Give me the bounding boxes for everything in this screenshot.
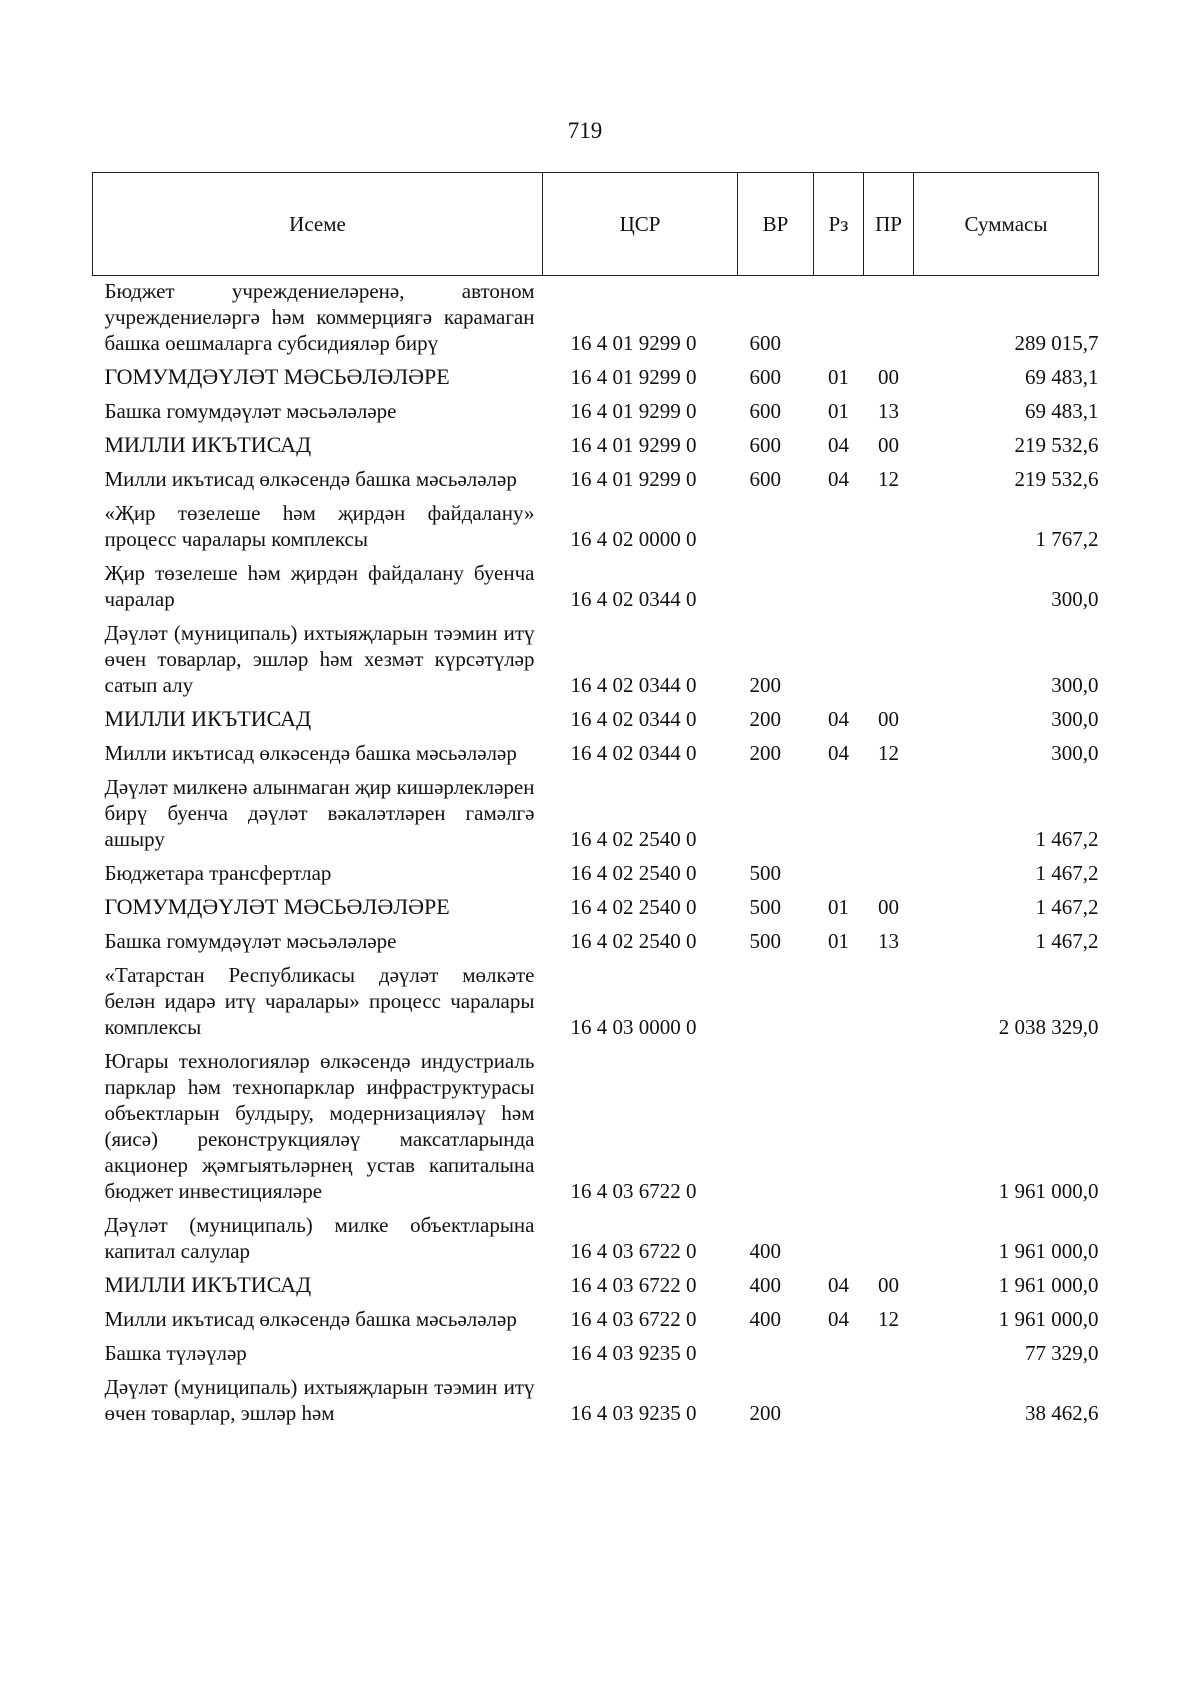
- cell-rz: 01: [828, 365, 849, 389]
- cell-csr: 16 4 03 6722 0: [570, 1239, 697, 1263]
- table-row: [93, 1042, 1099, 1206]
- cell-sum: 69 483,1: [1025, 399, 1099, 423]
- cell-vr: 200: [749, 1401, 781, 1425]
- cell-sum: 289 015,7: [1014, 331, 1099, 355]
- cell-pr: [864, 854, 914, 888]
- cell-rz: 04: [828, 1307, 849, 1331]
- cell-sum: 1 961 000,0: [998, 1307, 1099, 1331]
- table-row: [93, 614, 1099, 700]
- cell-pr: [864, 494, 914, 554]
- cell-sum: 77 329,0: [1025, 1341, 1099, 1365]
- table-body: [93, 276, 1099, 1429]
- table-row: [93, 1334, 1099, 1368]
- cell-vr: [738, 554, 814, 614]
- table-row: [93, 1266, 1099, 1300]
- cell-vr: 500: [749, 895, 781, 919]
- column-header-rz: Рз: [814, 173, 864, 276]
- cell-sum: 300,0: [1051, 673, 1099, 697]
- cell-rz: [814, 956, 864, 1042]
- table-row: [93, 956, 1099, 1042]
- cell-pr: 12: [878, 1307, 899, 1331]
- table-row: [93, 1206, 1099, 1266]
- cell-name: Башка түләүләр: [104, 1341, 247, 1365]
- cell-pr: [864, 956, 914, 1042]
- cell-name: Бюджет учреждениеләренә, автоном учреждениеләргә һәм коммерциягә карамаган башка оешмаларга субсидияләр бирү: [104, 279, 535, 355]
- table-row: [93, 1368, 1099, 1428]
- cell-sum: 300,0: [1051, 587, 1099, 611]
- cell-rz: 01: [828, 399, 849, 423]
- cell-csr: 16 4 02 0344 0: [570, 673, 697, 697]
- cell-vr: [738, 768, 814, 854]
- cell-pr: 12: [878, 741, 899, 765]
- column-header-csr: ЦСР: [543, 173, 738, 276]
- table-row: [93, 922, 1099, 956]
- column-header-pr: ПР: [864, 173, 914, 276]
- cell-csr: 16 4 02 2540 0: [570, 929, 697, 953]
- cell-sum: 38 462,6: [1025, 1401, 1099, 1425]
- cell-pr: 00: [878, 365, 899, 389]
- cell-sum: 1 961 000,0: [998, 1273, 1099, 1297]
- table-row: [93, 734, 1099, 768]
- cell-rz: 04: [828, 741, 849, 765]
- cell-rz: [814, 276, 864, 359]
- cell-sum: 219 532,6: [1014, 467, 1099, 491]
- cell-csr: 16 4 03 0000 0: [570, 1015, 697, 1039]
- cell-name: Югары технологияләр өлкәсендә индустриаль парклар һәм технопарклар инфраструктурасы объектларын булдыру, модернизацияләү һәм (яисә) реконструкцияләү максатларында акционер җәмгыятьләрнең устав капиталына бюджет инвестицияләре: [104, 1049, 535, 1203]
- table-row: [93, 392, 1099, 426]
- cell-rz: [814, 1368, 864, 1428]
- cell-vr: [738, 1042, 814, 1206]
- cell-name: Дәүләт (муниципаль) ихтыяҗларын тәэмин итү өчен товарлар, эшләр һәм хезмәт күрсәтүләр сатып алу: [104, 621, 535, 697]
- cell-rz: [814, 494, 864, 554]
- table-row: [93, 426, 1099, 460]
- cell-vr: 200: [749, 707, 781, 731]
- cell-csr: 16 4 02 0344 0: [570, 587, 697, 611]
- cell-rz: 01: [828, 929, 849, 953]
- cell-name: ГОМУМДӘҮЛӘТ МӘСЬӘЛӘЛӘРЕ: [104, 894, 450, 919]
- cell-pr: 00: [878, 707, 899, 731]
- cell-pr: [864, 614, 914, 700]
- budget-table: [92, 172, 1099, 1428]
- cell-pr: [864, 554, 914, 614]
- cell-vr: 400: [749, 1239, 781, 1263]
- page-number: 719: [567, 118, 603, 143]
- cell-name: МИЛЛИ ИКЪТИСАД: [104, 432, 312, 457]
- table-row: [93, 460, 1099, 494]
- cell-sum: 300,0: [1051, 741, 1099, 765]
- cell-vr: [738, 956, 814, 1042]
- cell-pr: 13: [878, 399, 899, 423]
- cell-rz: [814, 1042, 864, 1206]
- cell-sum: 1 467,2: [1035, 861, 1099, 885]
- cell-sum: 1 767,2: [1035, 527, 1099, 551]
- cell-vr: 400: [749, 1273, 781, 1297]
- cell-vr: 600: [749, 365, 781, 389]
- cell-pr: [864, 768, 914, 854]
- cell-csr: 16 4 01 9299 0: [570, 433, 697, 457]
- cell-rz: 04: [828, 707, 849, 731]
- table-row: [93, 554, 1099, 614]
- table-row: [93, 358, 1099, 392]
- cell-name: Бюджетара трансфертлар: [104, 861, 332, 885]
- cell-sum: 1 467,2: [1035, 929, 1099, 953]
- cell-sum: 300,0: [1051, 707, 1099, 731]
- table-row: [93, 494, 1099, 554]
- cell-rz: [814, 1334, 864, 1368]
- cell-pr: 00: [878, 1273, 899, 1297]
- cell-sum: 1 961 000,0: [998, 1179, 1099, 1203]
- cell-name: Дәүләт (муниципаль) ихтыяҗларын тәэмин итү өчен товарлар, эшләр һәм: [104, 1375, 535, 1425]
- cell-pr: 13: [878, 929, 899, 953]
- cell-pr: [864, 276, 914, 359]
- cell-sum: 1 467,2: [1035, 895, 1099, 919]
- cell-pr: [864, 1334, 914, 1368]
- cell-name: ГОМУМДӘҮЛӘТ МӘСЬӘЛӘЛӘРЕ: [104, 364, 450, 389]
- table-row: [93, 854, 1099, 888]
- column-header-name: Исеме: [93, 173, 543, 276]
- cell-csr: 16 4 01 9299 0: [570, 365, 697, 389]
- cell-rz: [814, 614, 864, 700]
- cell-csr: 16 4 01 9299 0: [570, 331, 697, 355]
- cell-name: «Татарстан Республикасы дәүләт мөлкәте белән идарә итү чаралары» процесс чаралары комплексы: [104, 963, 535, 1039]
- cell-name: Милли икътисад өлкәсендә башка мәсьәләләр: [104, 467, 517, 491]
- cell-rz: [814, 768, 864, 854]
- cell-csr: 16 4 03 6722 0: [570, 1273, 697, 1297]
- cell-rz: [814, 1206, 864, 1266]
- cell-name: Милли икътисад өлкәсендә башка мәсьәләләр: [104, 1307, 517, 1331]
- table-row: [93, 768, 1099, 854]
- cell-pr: [864, 1368, 914, 1428]
- cell-rz: [814, 554, 864, 614]
- cell-name: «Җир төзелеше һәм җирдән файдалану» процесс чаралары комплексы: [104, 501, 535, 551]
- table-row: [93, 276, 1099, 359]
- cell-vr: [738, 494, 814, 554]
- column-header-vr: ВР: [738, 173, 814, 276]
- cell-csr: 16 4 02 2540 0: [570, 895, 697, 919]
- cell-csr: 16 4 01 9299 0: [570, 399, 697, 423]
- cell-pr: [864, 1042, 914, 1206]
- cell-sum: 1 467,2: [1035, 827, 1099, 851]
- cell-vr: 400: [749, 1307, 781, 1331]
- cell-csr: 16 4 02 0344 0: [570, 707, 697, 731]
- cell-rz: [814, 854, 864, 888]
- table-row: [93, 700, 1099, 734]
- cell-csr: 16 4 02 2540 0: [570, 827, 697, 851]
- cell-pr: 12: [878, 467, 899, 491]
- cell-vr: 200: [749, 741, 781, 765]
- cell-rz: 04: [828, 433, 849, 457]
- cell-sum: 1 961 000,0: [998, 1239, 1099, 1263]
- cell-rz: 01: [828, 895, 849, 919]
- table-header-row: [93, 173, 1099, 276]
- cell-pr: 00: [878, 433, 899, 457]
- cell-name: Башка гомумдәүләт мәсьәләләре: [104, 929, 397, 953]
- cell-sum: 69 483,1: [1025, 365, 1099, 389]
- cell-name: МИЛЛИ ИКЪТИСАД: [104, 1272, 312, 1297]
- cell-sum: 2 038 329,0: [998, 1015, 1099, 1039]
- cell-name: Җир төзелеше һәм җирдән файдалану буенча чаралар: [104, 561, 535, 611]
- cell-vr: 200: [749, 673, 781, 697]
- cell-pr: [864, 1206, 914, 1266]
- cell-csr: 16 4 03 9235 0: [570, 1341, 697, 1365]
- cell-csr: 16 4 03 9235 0: [570, 1401, 697, 1425]
- cell-name: Башка гомумдәүләт мәсьәләләре: [104, 399, 397, 423]
- cell-pr: 00: [878, 895, 899, 919]
- cell-vr: 500: [749, 861, 781, 885]
- cell-vr: 600: [749, 467, 781, 491]
- cell-sum: 219 532,6: [1014, 433, 1099, 457]
- cell-rz: 04: [828, 467, 849, 491]
- cell-vr: 500: [749, 929, 781, 953]
- cell-name: Дәүләт милкенә алынмаган җир кишәрлекләрен бирү буенча дәүләт вәкаләтләрен гамәлгә ашыру: [104, 775, 535, 851]
- cell-name: Милли икътисад өлкәсендә башка мәсьәләләр: [104, 741, 517, 765]
- cell-csr: 16 4 02 0000 0: [570, 527, 697, 551]
- cell-csr: 16 4 03 6722 0: [570, 1179, 697, 1203]
- cell-name: Дәүләт (муниципаль) милке объектларына капитал салулар: [104, 1213, 535, 1263]
- cell-rz: 04: [828, 1273, 849, 1297]
- cell-csr: 16 4 02 0344 0: [570, 741, 697, 765]
- cell-vr: 600: [749, 433, 781, 457]
- cell-vr: [738, 1334, 814, 1368]
- cell-name: МИЛЛИ ИКЪТИСАД: [104, 706, 312, 731]
- column-header-sum: Суммасы: [914, 173, 1099, 276]
- table-row: [93, 888, 1099, 922]
- cell-vr: 600: [749, 331, 781, 355]
- cell-csr: 16 4 01 9299 0: [570, 467, 697, 491]
- cell-csr: 16 4 02 2540 0: [570, 861, 697, 885]
- table-row: [93, 1300, 1099, 1334]
- cell-csr: 16 4 03 6722 0: [570, 1307, 697, 1331]
- cell-vr: 600: [749, 399, 781, 423]
